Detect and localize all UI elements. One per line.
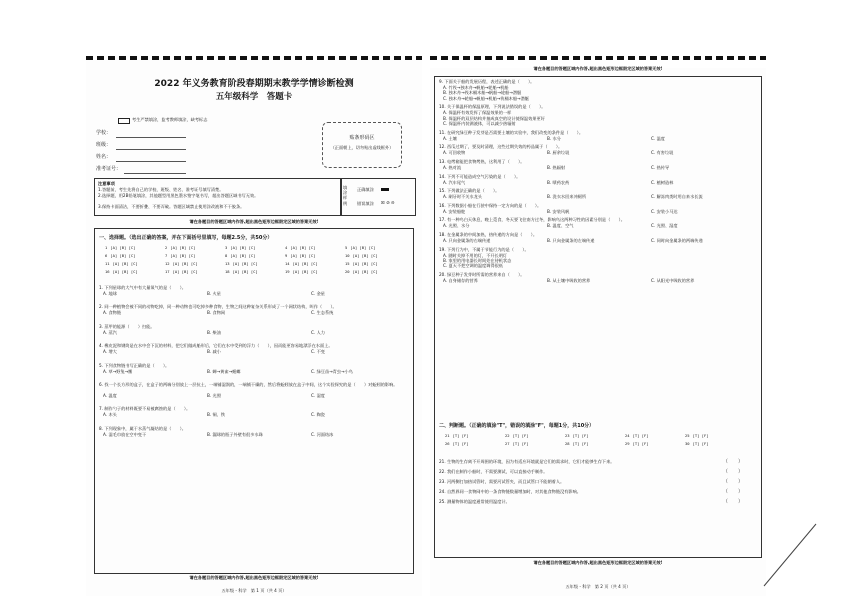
question-right_questions-6: 15. 下列做法正确的是（ ）。 (439, 188, 500, 194)
option-right_questions-0-0[interactable]: A. 竹筏→独木舟→帆船→轮船→机船 (443, 85, 509, 90)
boundary-notice-bottom-right: 请在各题目的答题区域内作答,超出黑色矩形边框限定区域的答案无效! (533, 560, 663, 565)
page-footer-2: 五年级・科学 第 2 页（共 4 页） (565, 584, 631, 589)
answer-cell-number: 17 (165, 269, 170, 274)
option-left_questions-6-2[interactable]: C. 陶瓷 (311, 412, 325, 418)
answer-cell-16[interactable] (105, 269, 138, 274)
answer-cell-6[interactable] (105, 253, 135, 258)
answer-cell-number: 2 (165, 245, 168, 250)
boundary-notice-top-right: 请在各题目的答题区域内作答,超出黑色矩形边框限定区域的答案无效! (533, 66, 663, 71)
option-right_questions-1-0[interactable]: A. 保温杯有效发挥了保温效果的一样 (443, 110, 512, 116)
option-right_questions-8-2[interactable]: C. 光照、湿度 (651, 223, 678, 229)
answer-bubbles[interactable]: [A] [B] [C] (292, 269, 318, 274)
option-left_questions-5-2[interactable]: C. 湿度 (311, 393, 325, 398)
question-right_questions-3: 12. 西瓜过期了，要及时清理，这些过期失效的药品属于（ ）。 (439, 144, 563, 150)
option-right_questions-2-2[interactable]: C. 温度 (651, 135, 665, 141)
answer-cell-number: 24 (625, 433, 630, 438)
option-right_questions-9-0[interactable]: A. 只向金属条的右端传递 (443, 238, 491, 243)
answer-cell-number: 16 (105, 269, 110, 274)
answer-cell-number: 30 (685, 441, 690, 446)
answer-bubbles[interactable]: [T] [F] (572, 441, 589, 446)
barcode-label: 贴条形码区 (349, 135, 375, 141)
field-class: 班级： (96, 142, 112, 148)
answer-bubbles[interactable]: [A] [B] [C] (352, 269, 378, 274)
answer-bubbles[interactable]: [T] [F] (692, 433, 709, 438)
option-right_questions-11-0[interactable]: A. 自身储存的营养 (443, 278, 478, 283)
absent-checkbox[interactable] (118, 118, 130, 124)
question-left_questions-2: 3. 蒸甲的能源（ ）扫能。 (99, 323, 155, 329)
option-right_questions-5-1[interactable]: B. 喷药农药 (547, 179, 570, 185)
answer-bubbles[interactable]: [A] [B] [C] (170, 245, 196, 250)
question-right_questions-1: 10. 关于保温杯的保温原理，下列说法错误的是（ ）。 (439, 104, 546, 110)
answer-cell-number: 28 (565, 441, 570, 446)
answer-bubbles[interactable]: [A] [B] [C] (112, 269, 138, 274)
answer-cell-29[interactable] (625, 441, 649, 446)
answer-cell-3[interactable] (225, 245, 255, 250)
field-name-line[interactable] (116, 161, 186, 162)
notice-line-1: 1.答题前，考生先将自己的学校、班级、姓名、准考证号填写清楚。 (98, 187, 224, 192)
judgment-answer-grid[interactable] (445, 433, 745, 453)
correct-fill-label: 正确填涂 (357, 187, 374, 192)
answer-cell-20[interactable] (345, 269, 378, 274)
question-right_questions-10: 19. 下列行为中，不属于节能行为的是（ ）。 (439, 246, 529, 252)
barcode-hint: （正面朝上，切勿贴出虚线框外） (330, 145, 394, 150)
answer-cell-number: 9 (285, 253, 288, 258)
option-right_questions-7-0[interactable]: A. 安装船舵 (443, 208, 466, 214)
question-left_questions-7: 8. 下列现象中，属于水蒸气凝结的是（ ）。 (99, 425, 186, 431)
answer-cell-number: 7 (165, 253, 168, 258)
option-right_questions-2-1[interactable]: B. 水分 (547, 135, 561, 141)
answer-cell-number: 4 (285, 245, 288, 250)
fill-example-box (340, 178, 416, 216)
question-left_questions-6: 7. 制作勺子的材料既要不易被腐蚀的是（ ）。 (99, 406, 191, 412)
option-right_questions-11-1[interactable]: B. 从土壤中吸收的营养 (547, 278, 591, 283)
answer-cell-number: 21 (445, 433, 450, 438)
section1-heading: 一、选择题。（选出正确的答案，并在下面括号里填写，每题2.5分，共50分） (99, 235, 273, 241)
answer-sheet-page-2 (430, 68, 766, 596)
question-right_questions-0: 9. 下面关于船的发展历程，表述正确的是（ ）。 (439, 79, 535, 84)
answer-cell-number: 22 (505, 433, 510, 438)
option-left_questions-2-2[interactable]: C. 人力 (311, 329, 325, 335)
answer-cell-13[interactable] (225, 261, 258, 266)
option-right_questions-5-2[interactable]: C. 植树造林 (651, 179, 674, 185)
answer-cell-number: 12 (165, 261, 170, 266)
answer-bubbles[interactable]: [A] [B] [C] (292, 261, 318, 266)
answer-bubbles[interactable]: [T] [F] (632, 433, 649, 438)
answer-cell-12[interactable] (165, 261, 198, 266)
answer-bubbles[interactable]: [T] [F] (452, 433, 469, 438)
answer-bubbles[interactable]: [T] [F] (632, 441, 649, 446)
answer-cell-18[interactable] (225, 269, 258, 274)
option-right_questions-3-0[interactable]: A. 可回收物 (443, 150, 466, 156)
answer-cell-7[interactable] (165, 253, 195, 258)
answer-cell-number: 15 (345, 261, 350, 266)
option-right_questions-0-2[interactable]: C. 独木舟→轮船→帆船→机船→筏桶木船→潜艇 (443, 95, 529, 101)
top-dash-border-right (430, 56, 766, 60)
question-right_questions-4: 13. 电烤箱能把食物烤热，这利用了（ ）。 (439, 159, 525, 164)
answer-bubbles[interactable]: [T] [F] (692, 441, 709, 446)
exam-subtitle: 五年级科学 答题卡 (215, 92, 293, 102)
answer-bubbles[interactable]: [A] [B] [C] (290, 245, 316, 250)
answer-cell-14[interactable] (285, 261, 318, 266)
answer-cell-30[interactable] (685, 441, 709, 446)
notice-line-3: 3.保持卡面清洁，不要折叠、不要弄破。答题区域禁止使用涂改液和不干胶条。 (98, 204, 245, 209)
answer-cell-number: 20 (345, 269, 350, 274)
answer-cell-10[interactable] (345, 253, 378, 258)
answer-area-1 (94, 228, 414, 574)
question-list-1-8 (99, 285, 409, 569)
option-right_questions-1-2[interactable]: C. 保温杯内装满液体，可以减少热辐射 (443, 121, 516, 127)
option-left_questions-0-2[interactable]: C. 金星 (311, 291, 325, 296)
answer-cell-25[interactable] (685, 433, 709, 438)
answer-cell-21[interactable] (445, 433, 469, 438)
answer-bubbles[interactable]: [A] [B] [C] (170, 253, 196, 258)
option-left_questions-0-1[interactable]: B. 火星 (207, 291, 221, 296)
option-right_questions-5-0[interactable]: A. 汽车尾气 (443, 179, 466, 185)
question-right_questions-2: 11. 在研究绿豆种子发芽是否需要土壤的实验中，我们改变的条件是（ ）。 (439, 129, 584, 135)
question-right_questions-7: 16. 下列数据小船在行驶中保持一定方向的是（ ）。 (439, 202, 542, 208)
judgment-answer-paren-25[interactable]: （ ） (723, 499, 744, 505)
answer-cell-number: 23 (565, 433, 570, 438)
option-right_questions-9-2[interactable]: C. 同时向金属条的两端传递 (651, 238, 703, 243)
answer-cell-26[interactable] (445, 441, 469, 446)
answer-cell-11[interactable] (105, 261, 138, 266)
option-right_questions-3-2[interactable]: C. 有害垃圾 (651, 150, 674, 156)
answer-bubbles[interactable]: [A] [B] [C] (290, 253, 316, 258)
judgment-statement-25: 25. 测量物体的温度通常使用温度计。 (439, 499, 510, 504)
option-left_questions-1-2[interactable]: C. 生态系统 (311, 310, 334, 316)
option-right_questions-3-1[interactable]: B. 厨余垃圾 (547, 150, 570, 156)
option-right_questions-6-2[interactable]: C. 解冻肉类时用自来水长流 (651, 194, 703, 200)
judgment-answer-paren-23[interactable]: （ ） (723, 479, 744, 485)
boundary-notice-bottom: 请在各题目的答题区域内作答,超出黑色矩形边框限定区域的答案无效! (189, 575, 319, 580)
answer-bubbles[interactable]: [A] [B] [C] (110, 253, 136, 258)
judgment-answer-paren-21[interactable]: （ ） (723, 459, 744, 465)
answer-cell-4[interactable] (285, 245, 315, 250)
field-name: 姓名： (96, 154, 112, 160)
field-school: 学校： (96, 130, 112, 136)
exam-title: 2022 年义务教育阶段春期期末教学学情诊断检测 (154, 79, 354, 89)
answer-cell-15[interactable] (345, 261, 378, 266)
page-footer-1: 五年级・科学 第 1 页（共 4 页） (221, 588, 287, 593)
question-right_questions-9: 18. 在金属条的中间加热，热传递的方向是（ ）。 (439, 232, 538, 237)
answer-bubbles[interactable]: [A] [B] [C] (352, 261, 378, 266)
barcode-area (322, 122, 402, 168)
option-right_questions-4-0[interactable]: A. 热对流 (443, 165, 462, 170)
option-left_questions-4-2[interactable]: C. 绿豆苗→青虫→小鸟 (311, 368, 353, 374)
answer-bubbles[interactable]: [T] [F] (512, 441, 529, 446)
judgment-statement-21: 21. 生物的生存离不开周围的环境，因为有适应环境就是它们的需求时，它们才能够生存下来。 (439, 459, 615, 464)
answer-cell-number: 19 (285, 269, 290, 274)
notice-line-2: 2.选择题，用2B铅笔填涂，其他题型用黑色墨水签字笔书写，超出答题区域书写无效。 (98, 193, 259, 198)
judgment-statement-24: 24. 自然界同一食物网中的一条食物链数量增加时，对其他食物链没有影响。 (439, 489, 581, 494)
answer-bubbles[interactable]: [A] [B] [C] (350, 245, 376, 250)
judgment-statements (439, 459, 757, 555)
answer-cell-number: 10 (345, 253, 350, 258)
answer-cell-number: 26 (445, 441, 450, 446)
answer-cell-23[interactable] (565, 433, 589, 438)
answer-bubbles[interactable]: [A] [B] [C] (232, 269, 258, 274)
option-left_questions-7-2[interactable]: C. 河面结冰 (311, 431, 334, 437)
section2-heading: 二、判断题。（正确的填涂"T"，错误的填涂"F"，每题1分，共10分） (439, 423, 595, 429)
absent-note: 考生严禁填涂，监考教师填涂，缺考标志 (132, 117, 208, 122)
option-right_questions-6-0[interactable]: A. 刷牙时不关水龙头 (443, 194, 482, 200)
option-right_questions-10-2[interactable]: C. 夏天不把空调的温度调得很低 (443, 263, 504, 269)
option-right_questions-10-0[interactable]: A. 随时关掉不用的灯，不开长明灯 (443, 252, 508, 258)
question-left_questions-4: 5. 下列食物链书写正确的是（ ）。 (99, 362, 170, 368)
answer-cell-number: 18 (225, 269, 230, 274)
option-left_questions-7-0[interactable]: A. 湿毛巾放在空中变干 (103, 431, 147, 437)
answer-cell-number: 14 (285, 261, 290, 266)
option-right_questions-7-2[interactable]: C. 安装小马达 (651, 208, 678, 214)
option-left_questions-4-1[interactable]: B. 蝉→黄雀→螳螂 (207, 368, 241, 374)
option-right_questions-4-2[interactable]: C. 热传导 (651, 165, 670, 170)
option-left_questions-0-0[interactable]: A. 地球 (103, 291, 117, 296)
answer-bubbles[interactable]: [A] [B] [C] (172, 269, 198, 274)
option-right_questions-0-1[interactable]: B. 独木舟→筏木桶木船→帆船→轮船→潜艇 (443, 90, 522, 96)
answer-cell-number: 5 (345, 245, 348, 250)
answer-cell-5[interactable] (345, 245, 375, 250)
answer-bubbles[interactable]: [T] [F] (572, 433, 589, 438)
option-left_questions-3-0[interactable]: A. 增大 (103, 349, 117, 355)
answer-cell-number: 6 (105, 253, 108, 258)
answer-sheet-page-1 (86, 56, 422, 596)
option-right_questions-1-1[interactable]: B. 保温杯的双层结构并抽成真空的设计使保温效果更好 (443, 115, 545, 121)
answer-cell-number: 11 (105, 261, 110, 266)
option-left_questions-6-1[interactable]: B. 铜、铁 (207, 412, 226, 418)
option-right_questions-8-0[interactable]: A. 光照、水分 (443, 223, 470, 229)
answer-cell-27[interactable] (505, 441, 529, 446)
option-left_questions-1-1[interactable]: B. 食物网 (207, 310, 226, 316)
answer-cell-number: 29 (625, 441, 630, 446)
answer-cell-24[interactable] (625, 433, 649, 438)
choice-answer-grid[interactable] (105, 245, 405, 281)
wrong-fill-marks: ☒ ⊘ ⊝ (381, 200, 395, 205)
option-left_questions-4-0[interactable]: A. 草→野兔→鹰 (103, 368, 133, 374)
judgment-answer-paren-24[interactable]: （ ） (723, 489, 744, 495)
question-left_questions-5: 6. 找一个长方形的盒子，在盒子的两端分别放上一层抗土，一端铺湿润的，一端铺干燥的，然后将蚯蚓放在盒子中间，这个实验探究的是（ ）对蚯蚓的影响。 (99, 382, 398, 387)
option-right_questions-8-1[interactable]: B. 温度、空气 (547, 223, 574, 229)
question-left_questions-0: 1. 下列星球的大气中有大量氧气的是（ ）。 (99, 285, 186, 290)
question-right_questions-5: 14. 下列不可能造成空气污染的是（ ）。 (439, 173, 521, 179)
answer-bubbles[interactable]: [T] [F] (512, 433, 529, 438)
question-left_questions-3: 4. 橡皮泥和钢筒是在水中会下沉的材料，把它们做成船形后，它们在水中受到的浮力（ ），因而能更容易地漂浮在水面上。 (99, 343, 333, 349)
field-school-line[interactable] (116, 137, 186, 138)
answer-cell-number: 3 (225, 245, 228, 250)
option-left_questions-2-1[interactable]: B. 柴油 (207, 329, 221, 335)
answer-cell-1[interactable] (105, 245, 135, 250)
answer-bubbles[interactable]: [A] [B] [C] (172, 261, 198, 266)
answer-cell-number: 8 (225, 253, 228, 258)
answer-cell-2[interactable] (165, 245, 195, 250)
answer-bubbles[interactable]: [A] [B] [C] (232, 261, 258, 266)
option-left_questions-3-2[interactable]: C. 不变 (311, 349, 325, 355)
field-exam-number: 准考证号： (96, 166, 122, 172)
option-right_questions-2-0[interactable]: A. 土壤 (443, 135, 457, 141)
option-right_questions-4-1[interactable]: B. 热辐射 (547, 165, 566, 170)
answer-cell-22[interactable] (505, 433, 529, 438)
top-dash-border (86, 56, 422, 60)
answer-cell-number: 25 (685, 433, 690, 438)
option-right_questions-9-1[interactable]: B. 只向金属条的左端传递 (547, 238, 595, 243)
option-left_questions-6-0[interactable]: A. 木头 (103, 412, 117, 418)
field-class-line[interactable] (116, 149, 186, 150)
question-right_questions-8: 17. 有一种鸟白天休息，晚上觅食，冬天要飞往南方过冬，影响鸟这两种习性的因素分别是（ ）。 (439, 217, 625, 223)
answer-cell-28[interactable] (565, 441, 589, 446)
question-right_questions-11: 20. 绿豆种子发芽时所需的营养来自（ ）。 (439, 272, 525, 277)
answer-bubbles[interactable]: [T] [F] (452, 441, 469, 446)
option-right_questions-10-1[interactable]: B. 家里的用电器长时间处在待机状态 (443, 258, 512, 263)
option-left_questions-7-1[interactable]: B. 漏球的瓶子外壁有很多水珠 (207, 431, 263, 437)
answer-area-2 (434, 76, 762, 558)
field-exam-number-line[interactable] (124, 173, 186, 174)
answer-bubbles[interactable]: [A] [B] [C] (230, 253, 256, 258)
answer-bubbles[interactable]: [A] [B] [C] (352, 253, 378, 258)
answer-bubbles[interactable]: [A] [B] [C] (112, 261, 138, 266)
fill-example-label: 填涂样例 (343, 185, 348, 206)
option-right_questions-6-1[interactable]: B. 洗衣水回来冲厕所 (547, 194, 587, 200)
judgment-statement-23: 23. 河两侧打加热试管时，需要河试管夹，而且试管口不能朝着人。 (439, 479, 565, 484)
answer-bubbles[interactable]: [A] [B] [C] (230, 245, 256, 250)
option-left_questions-5-1[interactable]: B. 光照 (207, 393, 221, 398)
pen-stroke-mark (760, 520, 820, 590)
notice-title: 注意事项 (98, 181, 115, 186)
answer-cell-17[interactable] (165, 269, 198, 274)
answer-cell-number: 1 (105, 245, 108, 250)
option-left_questions-3-1[interactable]: B. 减小 (207, 349, 221, 355)
option-left_questions-2-0[interactable]: A. 蒸汽 (103, 329, 117, 335)
question-list-9-20 (439, 79, 757, 409)
boundary-notice-top: 请在各题目的答题区域内作答,超出黑色矩形边框限定区域的答案无效! (189, 219, 319, 224)
answer-cell-number: 27 (505, 441, 510, 446)
option-left_questions-5-0[interactable]: A. 温度 (103, 393, 117, 398)
answer-cell-number: 13 (225, 261, 230, 266)
answer-cell-9[interactable] (285, 253, 315, 258)
answer-cell-8[interactable] (225, 253, 255, 258)
wrong-fill-label: 错误填涂 (357, 201, 374, 206)
judgment-statement-22: 22. 我们在制作小船时，不需要测试，可以直接动手制作。 (439, 469, 548, 474)
correct-fill-mark (381, 188, 389, 191)
option-right_questions-11-2[interactable]: C. 从阳光中吸收的营养 (651, 278, 695, 283)
notice-box (94, 178, 342, 216)
answer-cell-19[interactable] (285, 269, 318, 274)
judgment-answer-paren-22[interactable]: （ ） (723, 469, 744, 475)
option-left_questions-1-0[interactable]: A. 食物链 (103, 310, 122, 316)
option-right_questions-7-1[interactable]: B. 安装风帆 (547, 208, 570, 214)
answer-bubbles[interactable]: [A] [B] [C] (110, 245, 136, 250)
question-left_questions-1: 2. 同一种植物会被不同的动物吃掉，同一种动物也可吃掉多种食物，生物之间这种复杂关系形成了一个网状结构，叫作（ ）。 (99, 304, 337, 310)
